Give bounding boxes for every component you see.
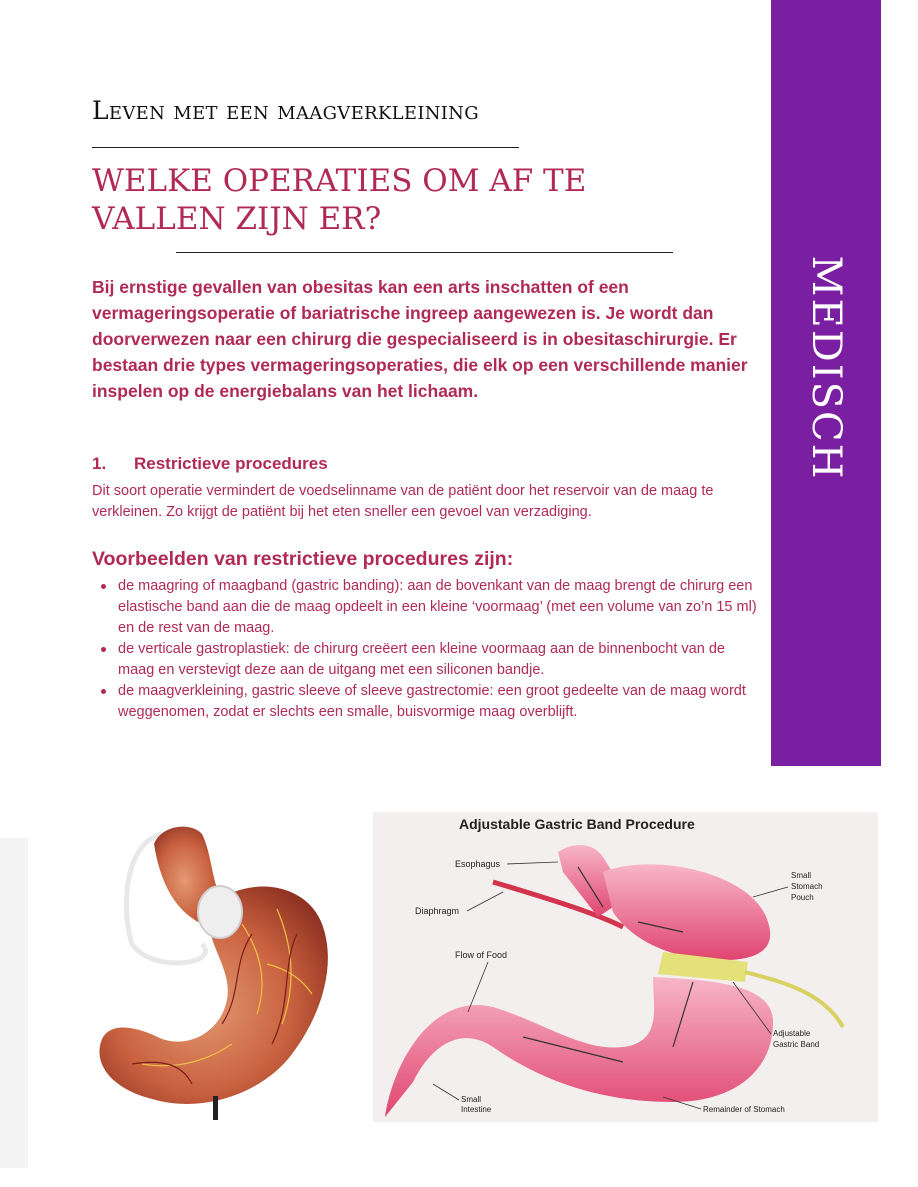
bullet-icon <box>101 584 106 589</box>
intro-paragraph: Bij ernstige gevallen van obesitas kan een arts inschatten of een vermageringsoperatie of bariatrische ingreep aangewezen is. Je wordt dan doorverwezen naar een chirurg die gespecialiseerd is in obesitaschirurgie. Er bestaan drie types vermageringsoperaties, die elk op een verschillende manier inspelen op de energiebalans van het lichaam. <box>92 277 748 401</box>
bullet-icon <box>101 689 106 694</box>
side-label: MEDISCH <box>803 255 849 481</box>
section-heading <box>92 454 328 474</box>
kicker-title: Leven met een maagverkleining <box>92 96 479 125</box>
label-pouch-3: Pouch <box>791 893 814 902</box>
bullet-icon <box>101 647 106 652</box>
label-intestine-2: Intestine <box>461 1105 492 1114</box>
label-band-1: Adjustable <box>773 1029 811 1038</box>
diagram-title: Adjustable Gastric Band Procedure <box>459 816 695 832</box>
label-intestine-1: Small <box>461 1095 482 1104</box>
label-flow: Flow of Food <box>455 950 508 960</box>
divider <box>176 252 673 253</box>
gastric-band-diagram <box>373 812 878 1122</box>
stomach-model-image <box>92 814 345 1120</box>
label-band-2: Gastric Band <box>773 1040 820 1049</box>
list-item: de verticale gastroplastiek: de chirurg creëert een kleine voormaag aan de binnenbocht van de maag en verstevigt deze aan de uitgang met een siliconen bandje. <box>92 639 757 681</box>
section-title: Restrictieve procedures <box>134 454 328 473</box>
decorative-strip <box>0 838 28 1168</box>
list-item: de maagring of maagband (gastric banding): aan de bovenkant van de maag brengt de chirurg een elastische band aan die de maag opdeelt in een kleine ‘voormaag’ (met een volume van zo’n 15 ml) en de rest van de maag. <box>92 576 757 639</box>
label-pouch-1: Small <box>791 871 812 880</box>
label-pouch-2: Stomach <box>791 882 823 891</box>
page-title: WELKE OPERATIES OM AF TE VALLEN ZIJN ER? <box>92 163 587 237</box>
divider <box>92 147 519 148</box>
examples-list <box>92 576 757 723</box>
label-remainder: Remainder of Stomach <box>703 1105 785 1114</box>
examples-heading: Voorbeelden van restrictieve procedures zijn: <box>92 548 514 570</box>
label-diaphragm: Diaphragm <box>415 906 460 916</box>
section-body: Dit soort operatie vermindert de voedselinname van de patiënt door het reservoir van de maag te verkleinen. Zo krijgt de patiënt bij het eten sneller een gevoel van verzadiging. <box>92 483 714 520</box>
list-item: de maagverkleining, gastric sleeve of sleeve gastrectomie: een groot gedeelte van de maag wordt weggenomen, zodat er slechts een smalle, buisvormige maag overblijft. <box>92 681 757 723</box>
label-esophagus: Esophagus <box>455 859 501 869</box>
section-number: 1. <box>92 454 107 473</box>
